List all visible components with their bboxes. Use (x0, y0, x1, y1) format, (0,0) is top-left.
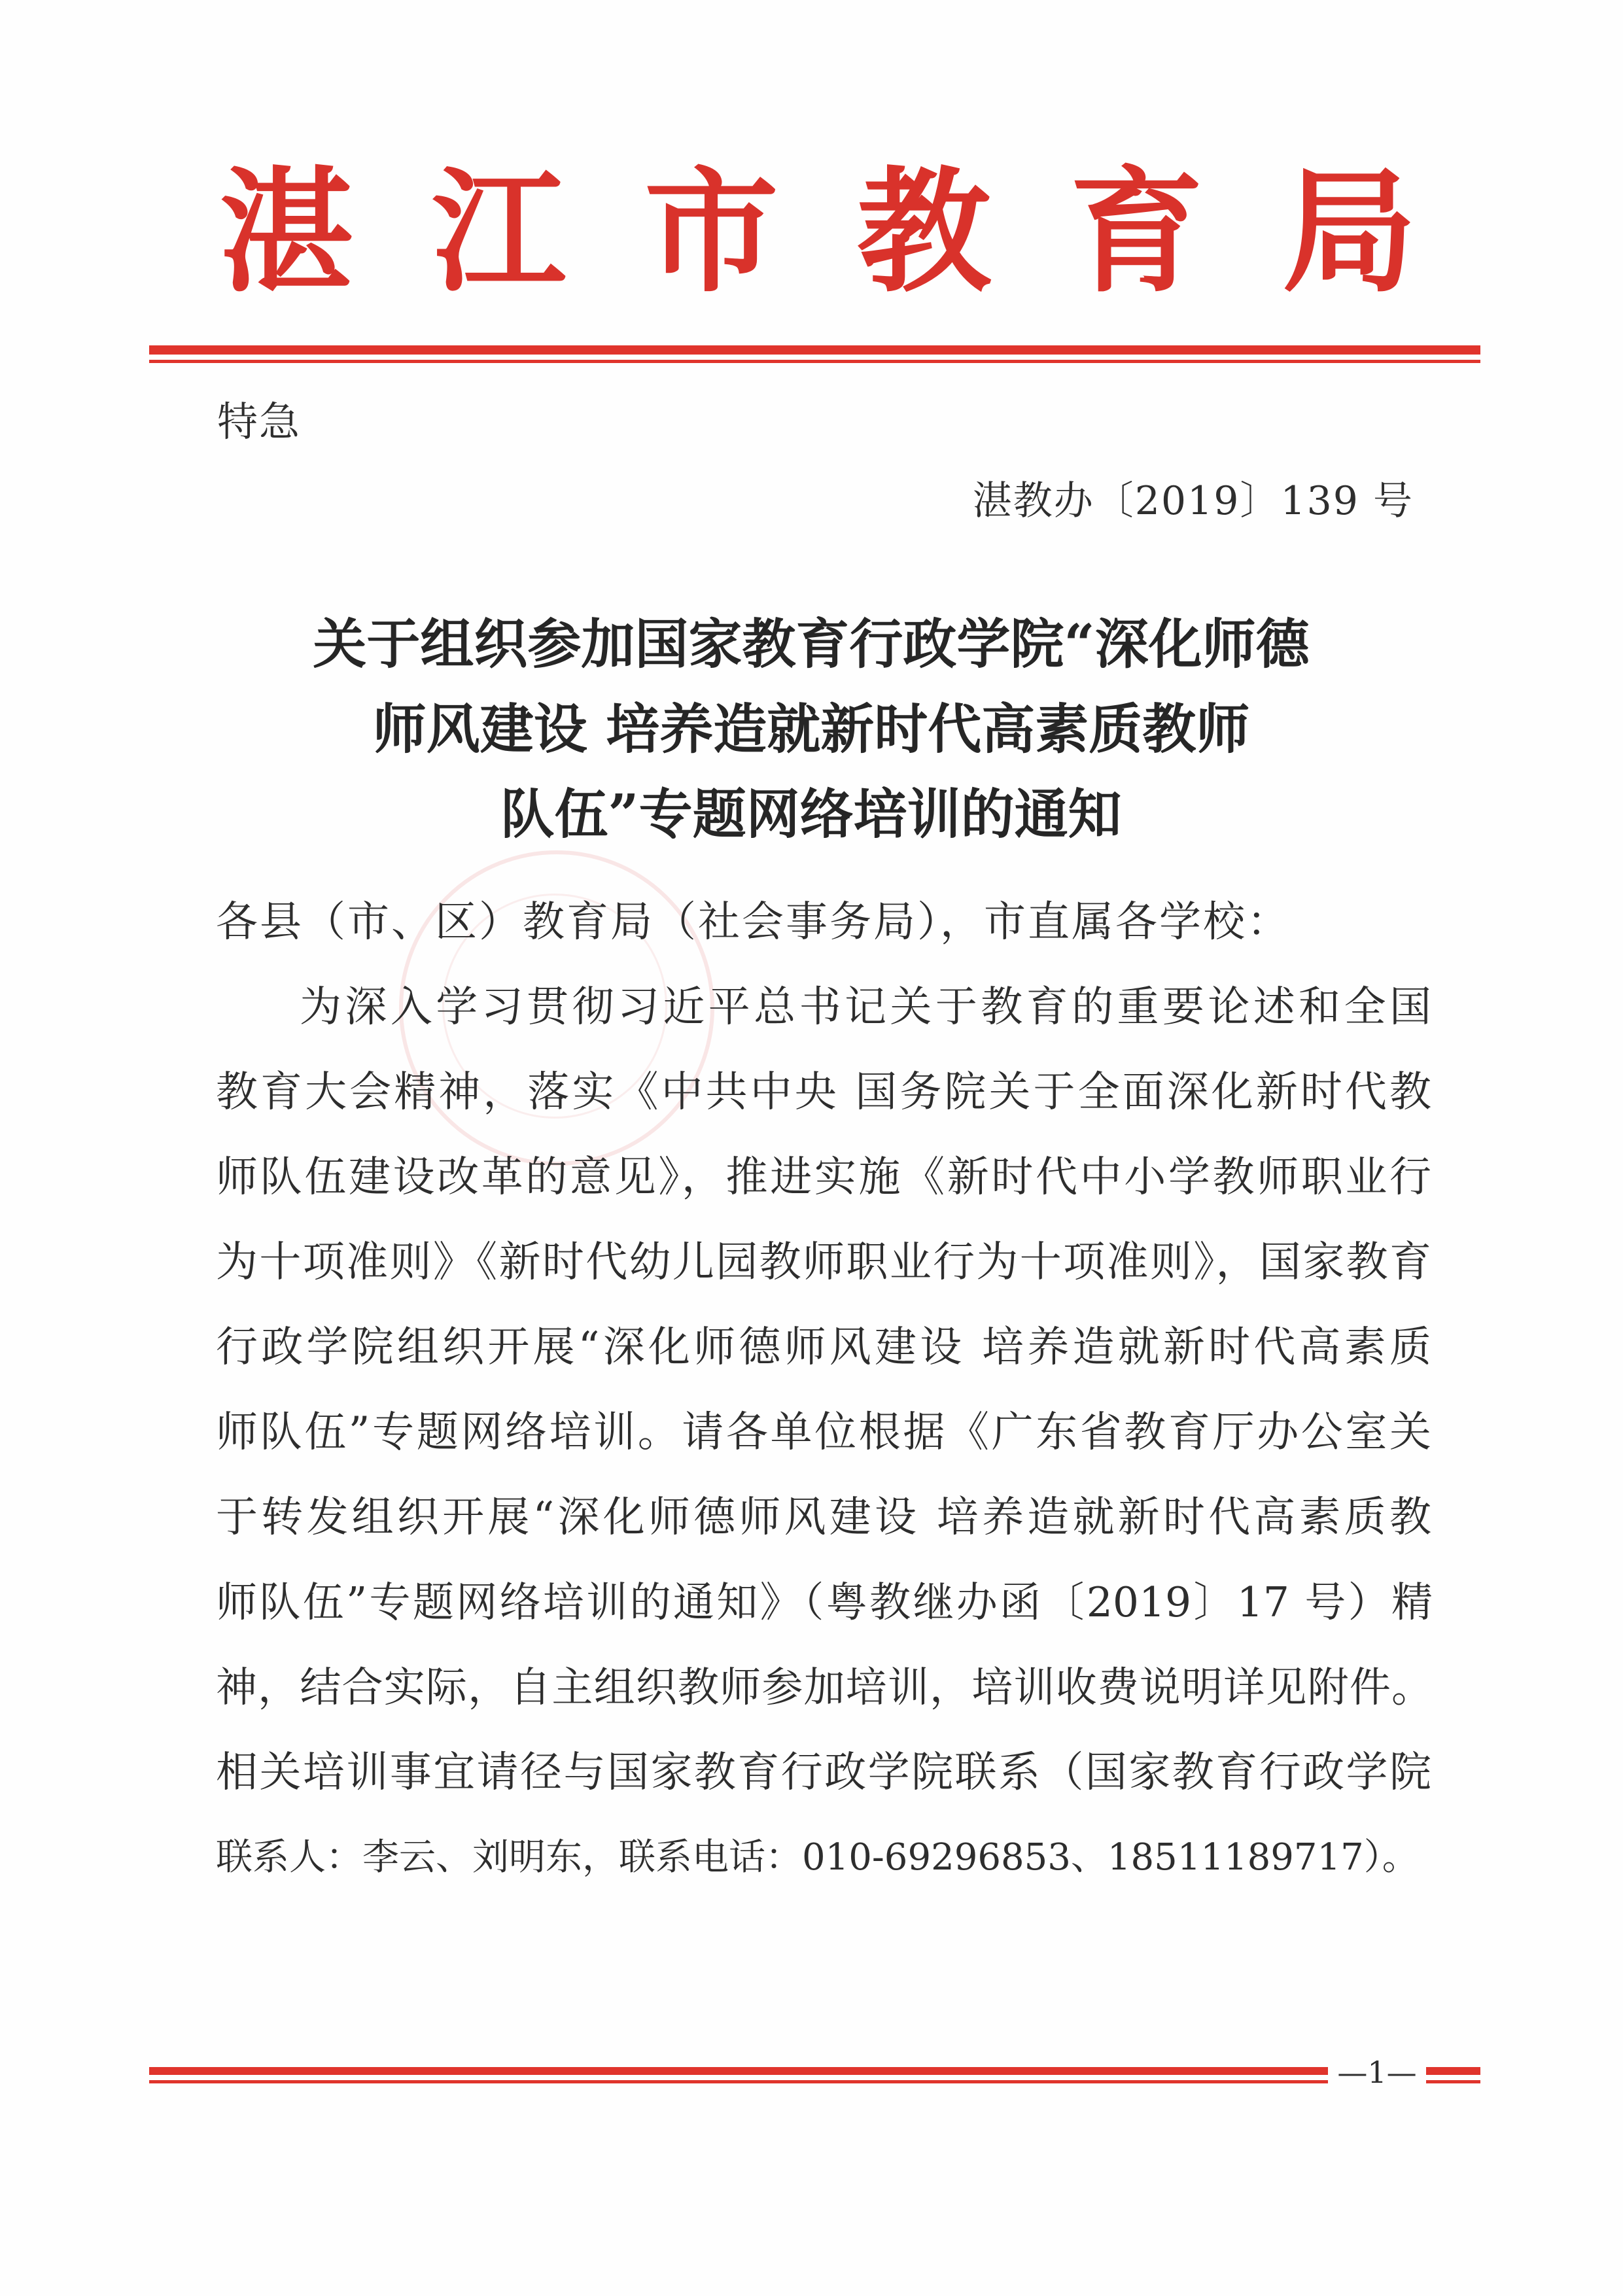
title-line: 队伍”专题网络培训的通知 (500, 783, 1122, 846)
masthead-char: 育 (1070, 153, 1204, 311)
masthead-title (219, 154, 1416, 311)
masthead-char: 江 (432, 153, 566, 311)
document-title (157, 602, 1465, 857)
paragraph-line: 行政学院组织开展“深化师德师风建设 培养造就新时代高素质 (216, 1323, 1433, 1372)
paragraph-line: 师队伍”专题网络培训。请各单位根据《广东省教育厅办公室关 (216, 1408, 1433, 1457)
masthead-char: 湛 (219, 153, 353, 311)
paragraph-line: 神，结合实际，自主组织教师参加培训，培训收费说明详见附件。 (216, 1663, 1433, 1711)
paragraph-line: 于转发组织开展“深化师德师风建设 培养造就新时代高素质教 (216, 1493, 1433, 1542)
document-body (216, 880, 1433, 1900)
paragraph-line: 师队伍”专题网络培训的通知》（粤教继办函〔2019〕17 号）精 (216, 1578, 1433, 1626)
document-number: 湛教办〔2019〕139 号 (972, 478, 1414, 524)
paragraph-line: 为十项准则》《新时代幼儿园教师职业行为十项准则》，国家教育 (216, 1238, 1433, 1287)
masthead-char: 市 (644, 153, 778, 311)
paragraph-line: 相关培训事宜请径与国家教育行政学院联系（国家教育行政学院 (216, 1748, 1433, 1797)
page-number: —1— (1328, 2054, 1426, 2091)
footer-divider-thin (149, 2080, 1480, 2083)
paragraph-line: 联系人：李云、刘明东，联系电话：010-69296853、18511189717）。 (216, 1836, 1419, 1879)
header-divider-thin (149, 360, 1480, 363)
urgency-label: 特急 (217, 398, 302, 445)
title-line: 师风建设 培养造就新时代高素质教师 (372, 698, 1250, 761)
salutation: 各县（市、区）教育局（社会事务局），市直属各学校： (216, 898, 1291, 947)
footer-divider-thick (149, 2067, 1480, 2075)
title-line: 关于组织参加国家教育行政学院“深化师德 (313, 613, 1310, 676)
masthead-char: 局 (1282, 153, 1416, 311)
header-divider-thick (149, 345, 1480, 355)
paragraph-line: 教育大会精神，落实《中共中央 国务院关于全面深化新时代教 (216, 1068, 1433, 1117)
paragraph-line: 师队伍建设改革的意见》，推进实施《新时代中小学教师职业行 (216, 1153, 1433, 1202)
masthead-char: 教 (857, 153, 991, 311)
paragraph-line: 为深入学习贯彻习近平总书记关于教育的重要论述和全国 (300, 983, 1433, 1032)
